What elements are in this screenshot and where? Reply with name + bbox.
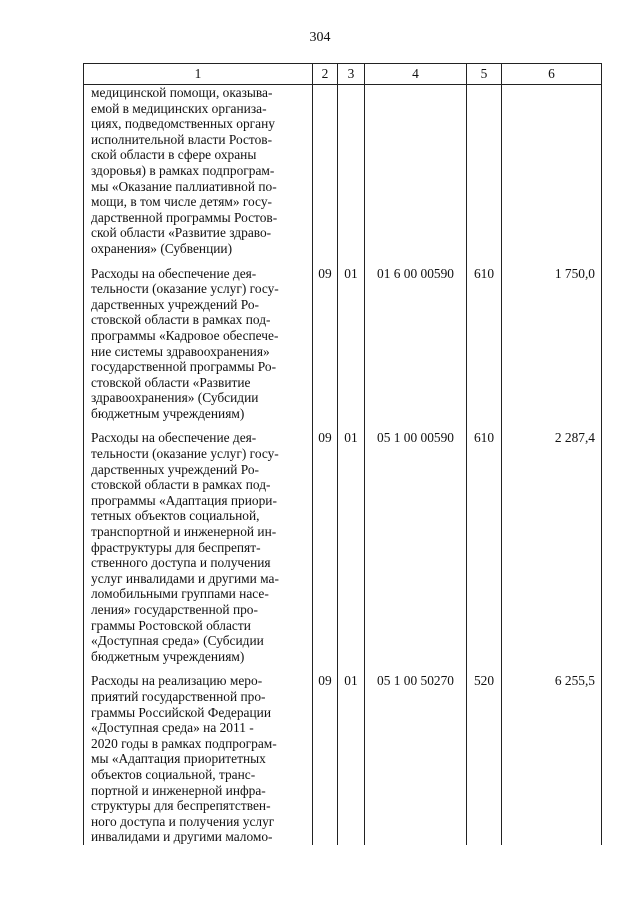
description-line: стовской области в рамках под- [91,477,271,493]
description-line: структуры для беспрепятствен- [91,798,271,814]
description-line: стовской области «Развитие [91,374,251,390]
description-line: медицинской помощи, оказыва- [91,85,273,100]
spacer-cell [502,421,602,430]
spacer-cell [365,664,467,673]
description-line: ние системы здравоохранения» [91,343,270,359]
row-spacer [84,421,602,430]
section-code: 09 [313,430,338,664]
spacer-cell [338,664,365,673]
description-line: дарственной программы Ростов- [91,209,278,225]
description-line: Расходы на реализацию меро- [91,673,263,689]
subsection-code: 01 [338,266,365,422]
description-line: граммы Ростовской области [91,617,251,633]
row-spacer [84,257,602,266]
description-line: стовской области в рамках под- [91,312,271,328]
description-line: мощи, в том числе детям» госу- [91,194,272,210]
description-line: охранения» (Субвенции) [91,240,233,256]
description-line: «Доступная среда» (Субсидии [91,633,264,649]
description-line: дарственных учреждений Ро- [91,461,259,477]
spacer-cell [313,257,338,266]
table-body [84,85,602,845]
row-spacer [84,664,602,673]
description-line: программы «Адаптация приори- [91,492,277,508]
description-line: исполнительной власти Ростов- [91,131,273,147]
amount: 1 750,0 [502,266,602,422]
header-row [84,64,602,85]
budget-table [83,63,602,845]
spacer-cell [338,257,365,266]
target-article-code: 01 6 00 00590 [365,266,467,422]
target-article-code: 05 1 00 50270 [365,673,467,845]
section-code [313,85,338,257]
col-header-6: 6 [502,64,602,85]
description-line: тельности (оказание услуг) госу- [91,446,279,462]
col-header-5: 5 [467,64,502,85]
amount: 2 287,4 [502,430,602,664]
description-line: тетных объектов социальной, [91,508,260,524]
description-line: «Доступная среда» на 2011 - [91,720,254,736]
description-line: Расходы на обеспечение дея- [91,265,257,281]
description-line: бюджетным учреждениям) [91,405,245,421]
spacer-cell [84,257,313,266]
description-line: ления» государственной про- [91,602,258,617]
section-code: 09 [313,673,338,845]
col-header-1: 1 [84,64,313,85]
row-description [84,430,313,664]
description-line: граммы Российской Федерации [91,704,272,720]
description-line: мы «Оказание паллиативной по- [91,178,277,194]
description-line: дарственных учреждений Ро- [91,296,259,312]
expense-type-code: 520 [467,673,502,845]
target-article-code [365,85,467,257]
spacer-cell [467,664,502,673]
spacer-cell [313,421,338,430]
description-line: здравоохранения» (Субсидии [91,390,259,406]
description-line: портной и инженерной инфра- [91,782,266,798]
row-description [84,85,313,257]
description-line: тельности (оказание услуг) госу- [91,281,279,297]
expense-type-code: 610 [467,430,502,664]
expense-type-code: 610 [467,266,502,422]
table-row [84,673,602,845]
description-line: бюджетным учреждениям) [91,648,245,664]
target-article-code: 05 1 00 00590 [365,430,467,664]
description-line: объектов социальной, транс- [91,766,256,782]
spacer-cell [84,664,313,673]
spacer-cell [84,421,313,430]
description-line: транспортной и инженерной ин- [91,524,277,540]
expense-type-code [467,85,502,257]
description-line: приятий государственной про- [91,688,266,704]
description-line: услуг инвалидами и другими ма- [91,570,279,586]
description-line: здоровья) в рамках подпрограм- [91,162,275,178]
subsection-code: 01 [338,673,365,845]
description-line: 2020 годы в рамках подпрограм- [91,735,277,751]
table-row [84,430,602,664]
spacer-cell [467,421,502,430]
description-line: циях, подведомственных органу [91,116,275,132]
table-row [84,266,602,422]
description-line: ственного доступа и получения [91,555,271,571]
col-header-3: 3 [338,64,365,85]
description-line: мы «Адаптация приоритетных [91,751,266,767]
spacer-cell [365,421,467,430]
spacer-cell [502,664,602,673]
description-line: фраструктуры для беспрепят- [91,539,261,555]
spacer-cell [467,257,502,266]
subsection-code: 01 [338,430,365,664]
description-line: емой в медицинских организа- [91,100,267,116]
spacer-cell [502,257,602,266]
subsection-code [338,85,365,257]
description-line: ской области «Развитие здраво- [91,225,272,241]
description-line: программы «Кадровое обеспече- [91,327,279,343]
section-code: 09 [313,266,338,422]
description-line: ного доступа и получения услуг [91,813,275,829]
amount: 6 255,5 [502,673,602,845]
description-line: ломобильными группами насе- [91,586,269,602]
table-row [84,85,602,257]
description-line: государственной программы Ро- [91,359,277,375]
spacer-cell [313,664,338,673]
amount [502,85,602,257]
row-description [84,673,313,845]
description-line: Расходы на обеспечение дея- [91,430,257,446]
col-header-4: 4 [365,64,467,85]
spacer-cell [338,421,365,430]
description-line: инвалидами и другими маломо- [91,829,273,845]
col-header-2: 2 [313,64,338,85]
page-number: 304 [309,30,331,45]
row-description [84,266,313,422]
description-line: ской области в сфере охраны [91,147,257,163]
spacer-cell [365,257,467,266]
